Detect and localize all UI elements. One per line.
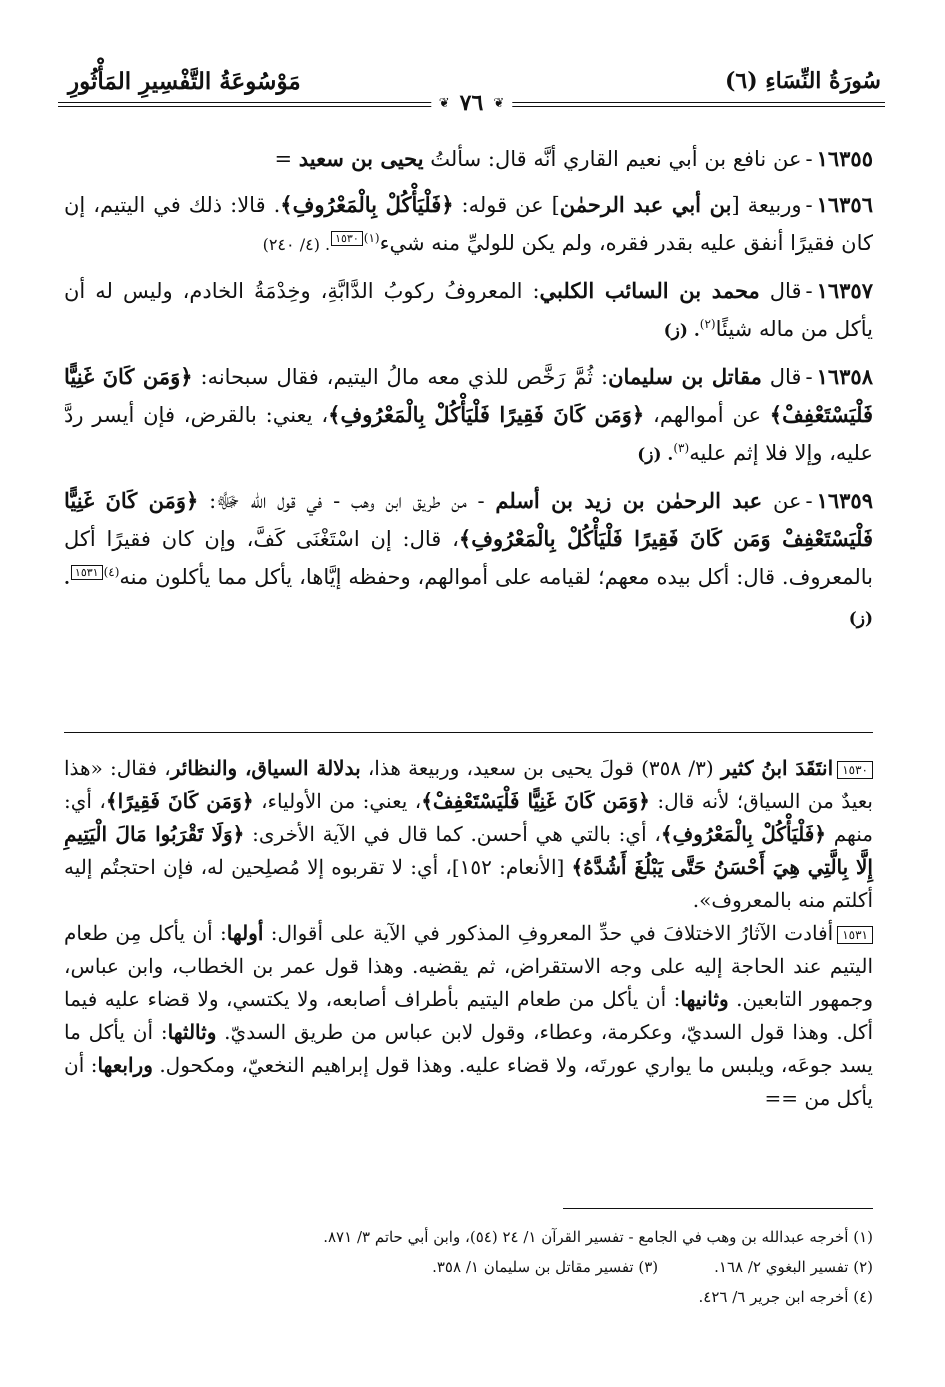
page-number: ٧٦ bbox=[459, 90, 484, 116]
quran-verse: ﴿وَمَن كَانَ غَنِيًّا فَلْيَسْتَعْفِفْ﴾ bbox=[64, 364, 873, 427]
ornament-icon: ❦ bbox=[493, 95, 505, 111]
narrator-name: عبد الرحمٰن بن زيد بن أسلم bbox=[495, 488, 763, 513]
commentary-ref-box: ١٥٣٠ bbox=[331, 231, 363, 246]
entry-number: ١٦٣٥٥ bbox=[816, 146, 873, 171]
narration-entry: ١٦٣٥٨-قال مقاتل بن سليمان: ثُمَّ رَخَّص للذي معه مالُ اليتيم، فقال سبحانه: ﴿وَمَن كَانَ غَنِيًّا فَلْيَسْتَعْفِفْ﴾ عن أموالهم، ﴿وَمَن كَانَ فَقِيرًا فَلْيَأْكُلْ بِالْمَعْرُوفِ﴾، يعني: بالقرض، فإن أيسر ردَّ عليه، وإلا فلا إثم عليه$^{(٣)}$. (ز) bbox=[64, 364, 873, 465]
footnote-ref: (١) bbox=[363, 231, 380, 245]
commentary-number-box: ١٥٣١ bbox=[837, 926, 873, 944]
commentary-note: ١٥٣٠انتَقَدَ ابنُ كثير (٣/ ٣٥٨) قولَ يحيى بن سعيد، وربيعة هذا، بدلالة السياق، والنظائر، فقال: «هذا بعيدٌ من السياق؛ لأنه قال: ﴿وَمَن كَانَ غَنِيًّا فَلْيَسْتَعْفِفْ﴾، يعني: من الأولياء، ﴿وَمَن كَانَ فَقِيرًا﴾، أي: منهم ﴿فَلْيَأْكُلْ بِالْمَعْرُوفِ﴾، أي: بالتي هي أحسن. كما قال في الآية الأخرى: ﴿وَلَا تَقْرَبُوا مَالَ الْيَتِيمِ إِلَّا بِالَّتِي هِيَ أَحْسَنُ حَتَّى يَبْلُغَ أَشُدَّهُ﴾ [الأنعام: ١٥٢]، أي: لا تقربوه إلا مُصلِحين له، فإن احتجتُم إليه أكلتم منه بالمعروف». bbox=[64, 756, 874, 912]
narrator-name: يحيى بن سعيد bbox=[298, 146, 424, 171]
footnote-ref: (٤) bbox=[103, 565, 120, 579]
ornament-icon: ❦ bbox=[438, 95, 450, 111]
quran-verse: ﴿وَمَن كَانَ فَقِيرًا﴾ bbox=[105, 789, 254, 813]
quran-verse: ﴿فَلْيَأْكُلْ بِالْمَعْرُوفِ﴾ bbox=[660, 822, 826, 846]
narrator-name: مقاتل بن سليمان bbox=[608, 364, 762, 389]
surah-title: سُورَةُ النِّسَاءِ (٦) bbox=[724, 68, 881, 94]
footnote-row bbox=[64, 1252, 873, 1282]
source-mark: . (ز) bbox=[64, 569, 873, 629]
volume-citation: . (٤/ ٢٤٠) bbox=[262, 235, 331, 254]
source-mark: . (ز) bbox=[663, 321, 700, 341]
entry-number: ١٦٣٥٩ bbox=[816, 488, 873, 513]
footnote: (٤) أخرجه ابن جرير ٦/ ٤٢٦. bbox=[698, 1288, 873, 1306]
footnote-ref: (٢) bbox=[699, 317, 716, 331]
commentary-notes bbox=[64, 752, 873, 1115]
main-text bbox=[64, 140, 873, 646]
page-number-box bbox=[431, 90, 512, 116]
footnote: (١) أخرجه عبدالله بن وهب في الجامع - تفسير القرآن ١/ ٢٤ (٥٤)، وابن أبي حاتم ٣/ ٨٧١. bbox=[323, 1228, 873, 1246]
narration-entry: ١٦٣٥٥-عن نافع بن أبي نعيم القاري أنَّه قال: سألتُ يحيى بن سعيد = bbox=[274, 146, 873, 171]
quran-verse: ﴿وَلَا تَقْرَبُوا مَالَ الْيَتِيمِ إِلَّا بِالَّتِي هِيَ أَحْسَنُ حَتَّى يَبْلُغَ أَشُدَّهُ﴾ bbox=[64, 822, 873, 879]
quran-verse: ﴿فَلْيَأْكُلْ بِالْمَعْرُوفِ﴾ bbox=[280, 192, 454, 217]
footnotes bbox=[64, 1222, 873, 1312]
quran-verse: ﴿وَمَن كَانَ غَنِيًّا فَلْيَسْتَعْفِفْ﴾ bbox=[421, 789, 650, 813]
footnote-divider bbox=[563, 1208, 873, 1209]
entry-number: ١٦٣٥٨ bbox=[816, 364, 873, 389]
book-title: مَوْسُوعَةُ التَّفْسِيرِ المَأْثُورِ bbox=[68, 68, 301, 95]
narration-entry: ١٦٣٥٦-وربيعة [بن أبي عبد الرحمٰن] عن قوله: ﴿فَلْيَأْكُلْ بِالْمَعْرُوفِ﴾. قالا: ذلك في اليتيم، إن كان فقيرًا أنفق عليه بقدر فقره، ولم يكن للوليِّ منه شيء$^{(١)}$١٥٣٠. (٤/ ٢٤٠) bbox=[64, 192, 873, 255]
quran-verse: ﴿وَمَن كَانَ غَنِيًّا فَلْيَسْتَعْفِفْ وَمَن كَانَ فَقِيرًا فَلْيَأْكُلْ بِالْمَعْرُوفِ﴾ bbox=[64, 488, 873, 551]
narrator-name: بن أبي عبد الرحمٰن bbox=[559, 192, 732, 217]
commentary-number-box: ١٥٣٠ bbox=[837, 761, 873, 779]
commentary-note: ١٥٣١أفادت الآثارُ الاختلافَ في حدِّ المعروفِ المذكور في الآية على أقوال: أولها: أن يأكل مِن طعام اليتيم عند الحاجة إليه على وجه الاستقراض، ثم يقضيه. وهذا قول عمر بن الخطاب، وابن عباس، وجمهور التابعين. وثانيها: أن يأكل من طعام اليتيم بأطراف أصابعه، ولا يكتسي، ولا قضاء عليه فيما أكل. وهذا قول السديّ، وعكرمة، وعطاء، وقول لابن عباس من طريق السديّ. وثالثها: أن يأكل ما يسد جوعَه، ويلبس ما يواري عورتَه، ولا قضاء عليه. وهذا قول إبراهيم النخعيّ، ومكحول. ورابعها: أن يأكل من == bbox=[64, 921, 873, 1110]
narrator-name: محمد بن السائب الكلبي bbox=[539, 278, 760, 303]
footnote: (٢) تفسير البغوي ٢/ ١٦٨. bbox=[714, 1258, 873, 1276]
source-mark: . (ز) bbox=[637, 445, 674, 465]
entry-number: ١٦٣٥٧ bbox=[816, 278, 873, 303]
footnote-ref: (٣) bbox=[673, 441, 690, 455]
section-divider bbox=[64, 732, 873, 733]
footnote: (٣) تفسير مقاتل بن سليمان ١/ ٣٥٨. bbox=[432, 1258, 659, 1276]
narration-entry: ١٦٣٥٧-قال محمد بن السائب الكلبي: المعروفُ ركوبُ الدَّابَّةِ، وخِدْمَةُ الخادم، وليس له أن يأكل من ماله شيئًا$^{(٢)}$. (ز) bbox=[64, 278, 873, 341]
quran-verse: ﴿وَمَن كَانَ فَقِيرًا فَلْيَأْكُلْ بِالْمَعْرُوفِ﴾ bbox=[328, 402, 645, 427]
entry-number: ١٦٣٥٦ bbox=[816, 192, 873, 217]
narration-entry: ١٦٣٥٩-عن عبد الرحمٰن بن زيد بن أسلم - من طريق ابن وهب - في قول الله ﷻ: ﴿وَمَن كَانَ غَنِيًّا فَلْيَسْتَعْفِفْ وَمَن كَانَ فَقِيرًا فَلْيَأْكُلْ بِالْمَعْرُوفِ﴾، قال: إن اسْتَغْنَى كَفَّ، وإن كان فقيرًا أكل بالمعروف. قال: أكل بيده معهم؛ لقيامه على أموالهم، وحفظه إيَّاها، يأكل مما يأكلون منه$^{(٤)}$١٥٣١. (ز) bbox=[64, 488, 873, 629]
page-header bbox=[58, 60, 885, 120]
commentary-ref-box: ١٥٣١ bbox=[71, 565, 103, 580]
